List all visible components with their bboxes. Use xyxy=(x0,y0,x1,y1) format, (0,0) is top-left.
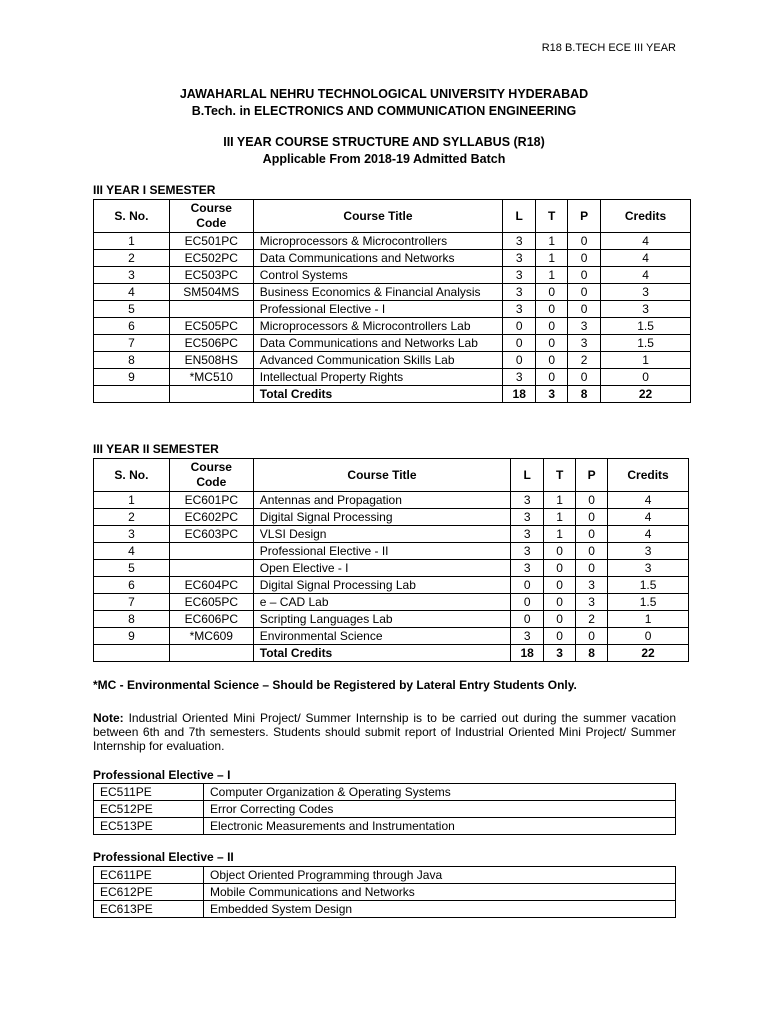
total-l: 18 xyxy=(503,386,536,403)
cell-credits: 0 xyxy=(608,628,689,645)
col-sno: S. No. xyxy=(94,459,170,492)
elective-code: EC612PE xyxy=(94,884,204,901)
cell-credits: 0 xyxy=(601,369,691,386)
list-item xyxy=(94,901,676,918)
cell-course-code xyxy=(169,560,253,577)
cell-course-code: EC502PC xyxy=(169,250,253,267)
cell-t: 0 xyxy=(544,594,576,611)
list-item xyxy=(94,867,676,884)
cell-sno: 6 xyxy=(94,577,170,594)
col-p: P xyxy=(568,200,601,233)
cell-t: 0 xyxy=(544,560,576,577)
table-row xyxy=(94,509,689,526)
cell-t: 0 xyxy=(544,577,576,594)
cell-credits: 4 xyxy=(608,492,689,509)
col-p: P xyxy=(576,459,608,492)
cell-credits: 3 xyxy=(608,560,689,577)
cell-credits: 3 xyxy=(608,543,689,560)
cell-credits: 1.5 xyxy=(608,577,689,594)
table-row xyxy=(94,284,691,301)
cell-sno: 8 xyxy=(94,352,170,369)
cell-p: 0 xyxy=(576,526,608,543)
table-row xyxy=(94,628,689,645)
mc-note: *MC - Environmental Science – Should be Registered by Lateral Entry Students Only. xyxy=(93,678,577,692)
elective-title: Object Oriented Programming through Java xyxy=(204,867,676,884)
table-row xyxy=(94,611,689,628)
cell-course-title: Microprocessors & Microcontrollers Lab xyxy=(253,318,502,335)
cell-l: 3 xyxy=(503,369,536,386)
cell-p: 3 xyxy=(576,577,608,594)
cell-credits: 3 xyxy=(601,284,691,301)
cell-course-code: EC602PC xyxy=(169,509,253,526)
cell-p: 0 xyxy=(576,560,608,577)
sem1-body xyxy=(94,233,691,386)
cell-credits: 4 xyxy=(608,526,689,543)
list-item xyxy=(94,784,676,801)
pe2-heading: Professional Elective – II xyxy=(93,850,234,864)
cell-t: 0 xyxy=(544,543,576,560)
table-row xyxy=(94,577,689,594)
cell-credits: 3 xyxy=(601,301,691,318)
cell-p: 3 xyxy=(568,335,601,352)
cell-l: 3 xyxy=(511,543,544,560)
cell-t: 0 xyxy=(536,284,568,301)
table-row xyxy=(94,594,689,611)
cell-p: 0 xyxy=(568,233,601,250)
cell-p: 3 xyxy=(576,594,608,611)
subtitle-block xyxy=(0,134,768,168)
total-t: 3 xyxy=(536,386,568,403)
cell-course-code: EN508HS xyxy=(169,352,253,369)
elective-title: Error Correcting Codes xyxy=(204,801,676,818)
pe1-table xyxy=(93,783,676,835)
cell-l: 0 xyxy=(511,594,544,611)
cell-course-code: EC501PC xyxy=(169,233,253,250)
table-row xyxy=(94,526,689,543)
sem1-heading: III YEAR I SEMESTER xyxy=(93,183,216,197)
cell-course-title: e – CAD Lab xyxy=(253,594,510,611)
cell-p: 0 xyxy=(568,369,601,386)
total-row xyxy=(94,386,691,403)
cell-sno: 7 xyxy=(94,335,170,352)
pe2-body xyxy=(94,867,676,918)
running-header: R18 B.TECH ECE III YEAR xyxy=(541,42,676,54)
title-block xyxy=(0,86,768,120)
cell-credits: 1.5 xyxy=(601,335,691,352)
cell-course-code: SM504MS xyxy=(169,284,253,301)
cell-course-title: VLSI Design xyxy=(253,526,510,543)
note-label: Note: xyxy=(93,711,124,725)
program-title: B.Tech. in ELECTRONICS AND COMMUNICATION ENGINEERING xyxy=(191,104,577,118)
cell-l: 0 xyxy=(503,335,536,352)
pe1-heading: Professional Elective – I xyxy=(93,768,231,782)
cell-course-code: *MC510 xyxy=(169,369,253,386)
total-p: 8 xyxy=(576,645,608,662)
table-row xyxy=(94,233,691,250)
cell-course-code: *MC609 xyxy=(169,628,253,645)
applicable-title: Applicable From 2018-19 Admitted Batch xyxy=(262,152,506,166)
total-p: 8 xyxy=(568,386,601,403)
cell-p: 2 xyxy=(568,352,601,369)
cell-credits: 1.5 xyxy=(608,594,689,611)
cell-p: 0 xyxy=(568,301,601,318)
cell-l: 3 xyxy=(503,284,536,301)
cell-credits: 1.5 xyxy=(601,318,691,335)
elective-code: EC511PE xyxy=(94,784,204,801)
col-t: T xyxy=(536,200,568,233)
cell-t: 1 xyxy=(544,492,576,509)
sem2-heading: III YEAR II SEMESTER xyxy=(93,442,219,456)
cell-l: 3 xyxy=(511,628,544,645)
table-row xyxy=(94,543,689,560)
cell-p: 3 xyxy=(568,318,601,335)
cell-credits: 4 xyxy=(601,250,691,267)
cell-course-title: Professional Elective - II xyxy=(253,543,510,560)
cell-l: 3 xyxy=(503,250,536,267)
cell-l: 3 xyxy=(511,492,544,509)
cell-credits: 1 xyxy=(608,611,689,628)
cell-course-title: Digital Signal Processing xyxy=(253,509,510,526)
table-row xyxy=(94,250,691,267)
cell-l: 0 xyxy=(503,318,536,335)
cell-credits: 4 xyxy=(601,233,691,250)
cell-course-code: EC604PC xyxy=(169,577,253,594)
elective-code: EC611PE xyxy=(94,867,204,884)
cell-sno: 5 xyxy=(94,301,170,318)
table-header-row xyxy=(94,459,689,492)
cell-sno: 9 xyxy=(94,369,170,386)
cell-course-title: Intellectual Property Rights xyxy=(253,369,502,386)
table-row xyxy=(94,560,689,577)
cell-credits: 4 xyxy=(601,267,691,284)
cell-l: 0 xyxy=(503,352,536,369)
cell-course-title: Data Communications and Networks Lab xyxy=(253,335,502,352)
total-label: Total Credits xyxy=(253,386,502,403)
university-title: JAWAHARLAL NEHRU TECHNOLOGICAL UNIVERSITY HYDERABAD xyxy=(179,87,589,101)
cell-sno: 2 xyxy=(94,509,170,526)
cell-sno: 8 xyxy=(94,611,170,628)
pe2-table xyxy=(93,866,676,918)
table-row xyxy=(94,267,691,284)
cell-sno: 5 xyxy=(94,560,170,577)
elective-code: EC613PE xyxy=(94,901,204,918)
table-row xyxy=(94,352,691,369)
col-credits: Credits xyxy=(608,459,689,492)
cell-course-title: Scripting Languages Lab xyxy=(253,611,510,628)
cell-course-title: Digital Signal Processing Lab xyxy=(253,577,510,594)
table-row xyxy=(94,301,691,318)
cell-t: 0 xyxy=(536,335,568,352)
cell-course-title: Professional Elective - I xyxy=(253,301,502,318)
cell-course-code: EC603PC xyxy=(169,526,253,543)
cell-course-title: Control Systems xyxy=(253,267,502,284)
cell-course-code: EC601PC xyxy=(169,492,253,509)
cell-t: 0 xyxy=(536,318,568,335)
cell-l: 0 xyxy=(511,577,544,594)
cell-course-code xyxy=(169,543,253,560)
elective-title: Embedded System Design xyxy=(204,901,676,918)
cell-l: 3 xyxy=(511,560,544,577)
cell-t: 1 xyxy=(536,250,568,267)
sem1-table xyxy=(93,199,691,403)
cell-sno: 4 xyxy=(94,543,170,560)
sem2-table xyxy=(93,458,689,662)
cell-course-code xyxy=(169,301,253,318)
sem2-body xyxy=(94,492,689,645)
total-credits: 22 xyxy=(601,386,691,403)
cell-course-title: Environmental Science xyxy=(253,628,510,645)
cell-sno: 2 xyxy=(94,250,170,267)
cell-course-title: Antennas and Propagation xyxy=(253,492,510,509)
cell-sno: 1 xyxy=(94,233,170,250)
cell-t: 0 xyxy=(536,352,568,369)
col-course-code: Course Code xyxy=(169,459,253,492)
cell-sno: 6 xyxy=(94,318,170,335)
cell-l: 3 xyxy=(503,233,536,250)
total-label: Total Credits xyxy=(253,645,510,662)
cell-course-code: EC506PC xyxy=(169,335,253,352)
cell-t: 1 xyxy=(544,526,576,543)
cell-l: 0 xyxy=(511,611,544,628)
cell-p: 0 xyxy=(576,509,608,526)
elective-code: EC513PE xyxy=(94,818,204,835)
cell-t: 0 xyxy=(536,369,568,386)
note-text: Industrial Oriented Mini Project/ Summer Internship is to be carried out during the summer vacation between 6th and 7th semesters. Students should submit report of Industrial Oriented Mini Project/ Summer Internship for evaluation. xyxy=(93,711,676,753)
table-row xyxy=(94,335,691,352)
cell-sno: 4 xyxy=(94,284,170,301)
cell-p: 0 xyxy=(576,543,608,560)
cell-course-title: Microprocessors & Microcontrollers xyxy=(253,233,502,250)
note-paragraph xyxy=(93,711,676,753)
col-l: L xyxy=(503,200,536,233)
cell-course-title: Business Economics & Financial Analysis xyxy=(253,284,502,301)
total-credits: 22 xyxy=(608,645,689,662)
cell-course-code: EC503PC xyxy=(169,267,253,284)
total-l: 18 xyxy=(511,645,544,662)
col-sno: S. No. xyxy=(94,200,170,233)
structure-title: III YEAR COURSE STRUCTURE AND SYLLABUS (R18) xyxy=(223,135,545,149)
table-header-row xyxy=(94,200,691,233)
table-row xyxy=(94,318,691,335)
cell-course-title: Advanced Communication Skills Lab xyxy=(253,352,502,369)
cell-course-code: EC605PC xyxy=(169,594,253,611)
cell-credits: 4 xyxy=(608,509,689,526)
pe1-body xyxy=(94,784,676,835)
cell-sno: 9 xyxy=(94,628,170,645)
cell-sno: 7 xyxy=(94,594,170,611)
cell-l: 3 xyxy=(503,301,536,318)
cell-t: 1 xyxy=(536,267,568,284)
cell-course-title: Open Elective - I xyxy=(253,560,510,577)
list-item xyxy=(94,884,676,901)
total-t: 3 xyxy=(544,645,576,662)
col-course-title: Course Title xyxy=(253,200,502,233)
elective-code: EC512PE xyxy=(94,801,204,818)
col-course-title: Course Title xyxy=(253,459,510,492)
cell-t: 1 xyxy=(544,509,576,526)
cell-sno: 1 xyxy=(94,492,170,509)
cell-p: 0 xyxy=(576,628,608,645)
cell-p: 0 xyxy=(568,284,601,301)
cell-l: 3 xyxy=(511,526,544,543)
col-l: L xyxy=(511,459,544,492)
cell-p: 0 xyxy=(568,267,601,284)
total-row xyxy=(94,645,689,662)
cell-t: 0 xyxy=(536,301,568,318)
cell-t: 0 xyxy=(544,628,576,645)
cell-credits: 1 xyxy=(601,352,691,369)
elective-title: Computer Organization & Operating Systems xyxy=(204,784,676,801)
elective-title: Electronic Measurements and Instrumentation xyxy=(204,818,676,835)
col-credits: Credits xyxy=(601,200,691,233)
table-row xyxy=(94,369,691,386)
cell-l: 3 xyxy=(511,509,544,526)
elective-title: Mobile Communications and Networks xyxy=(204,884,676,901)
cell-course-code: EC606PC xyxy=(169,611,253,628)
col-t: T xyxy=(544,459,576,492)
cell-p: 0 xyxy=(576,492,608,509)
cell-p: 0 xyxy=(568,250,601,267)
cell-t: 0 xyxy=(544,611,576,628)
cell-sno: 3 xyxy=(94,526,170,543)
cell-p: 2 xyxy=(576,611,608,628)
cell-t: 1 xyxy=(536,233,568,250)
col-course-code: Course Code xyxy=(169,200,253,233)
cell-course-title: Data Communications and Networks xyxy=(253,250,502,267)
table-row xyxy=(94,492,689,509)
list-item xyxy=(94,801,676,818)
cell-l: 3 xyxy=(503,267,536,284)
list-item xyxy=(94,818,676,835)
cell-course-code: EC505PC xyxy=(169,318,253,335)
cell-sno: 3 xyxy=(94,267,170,284)
